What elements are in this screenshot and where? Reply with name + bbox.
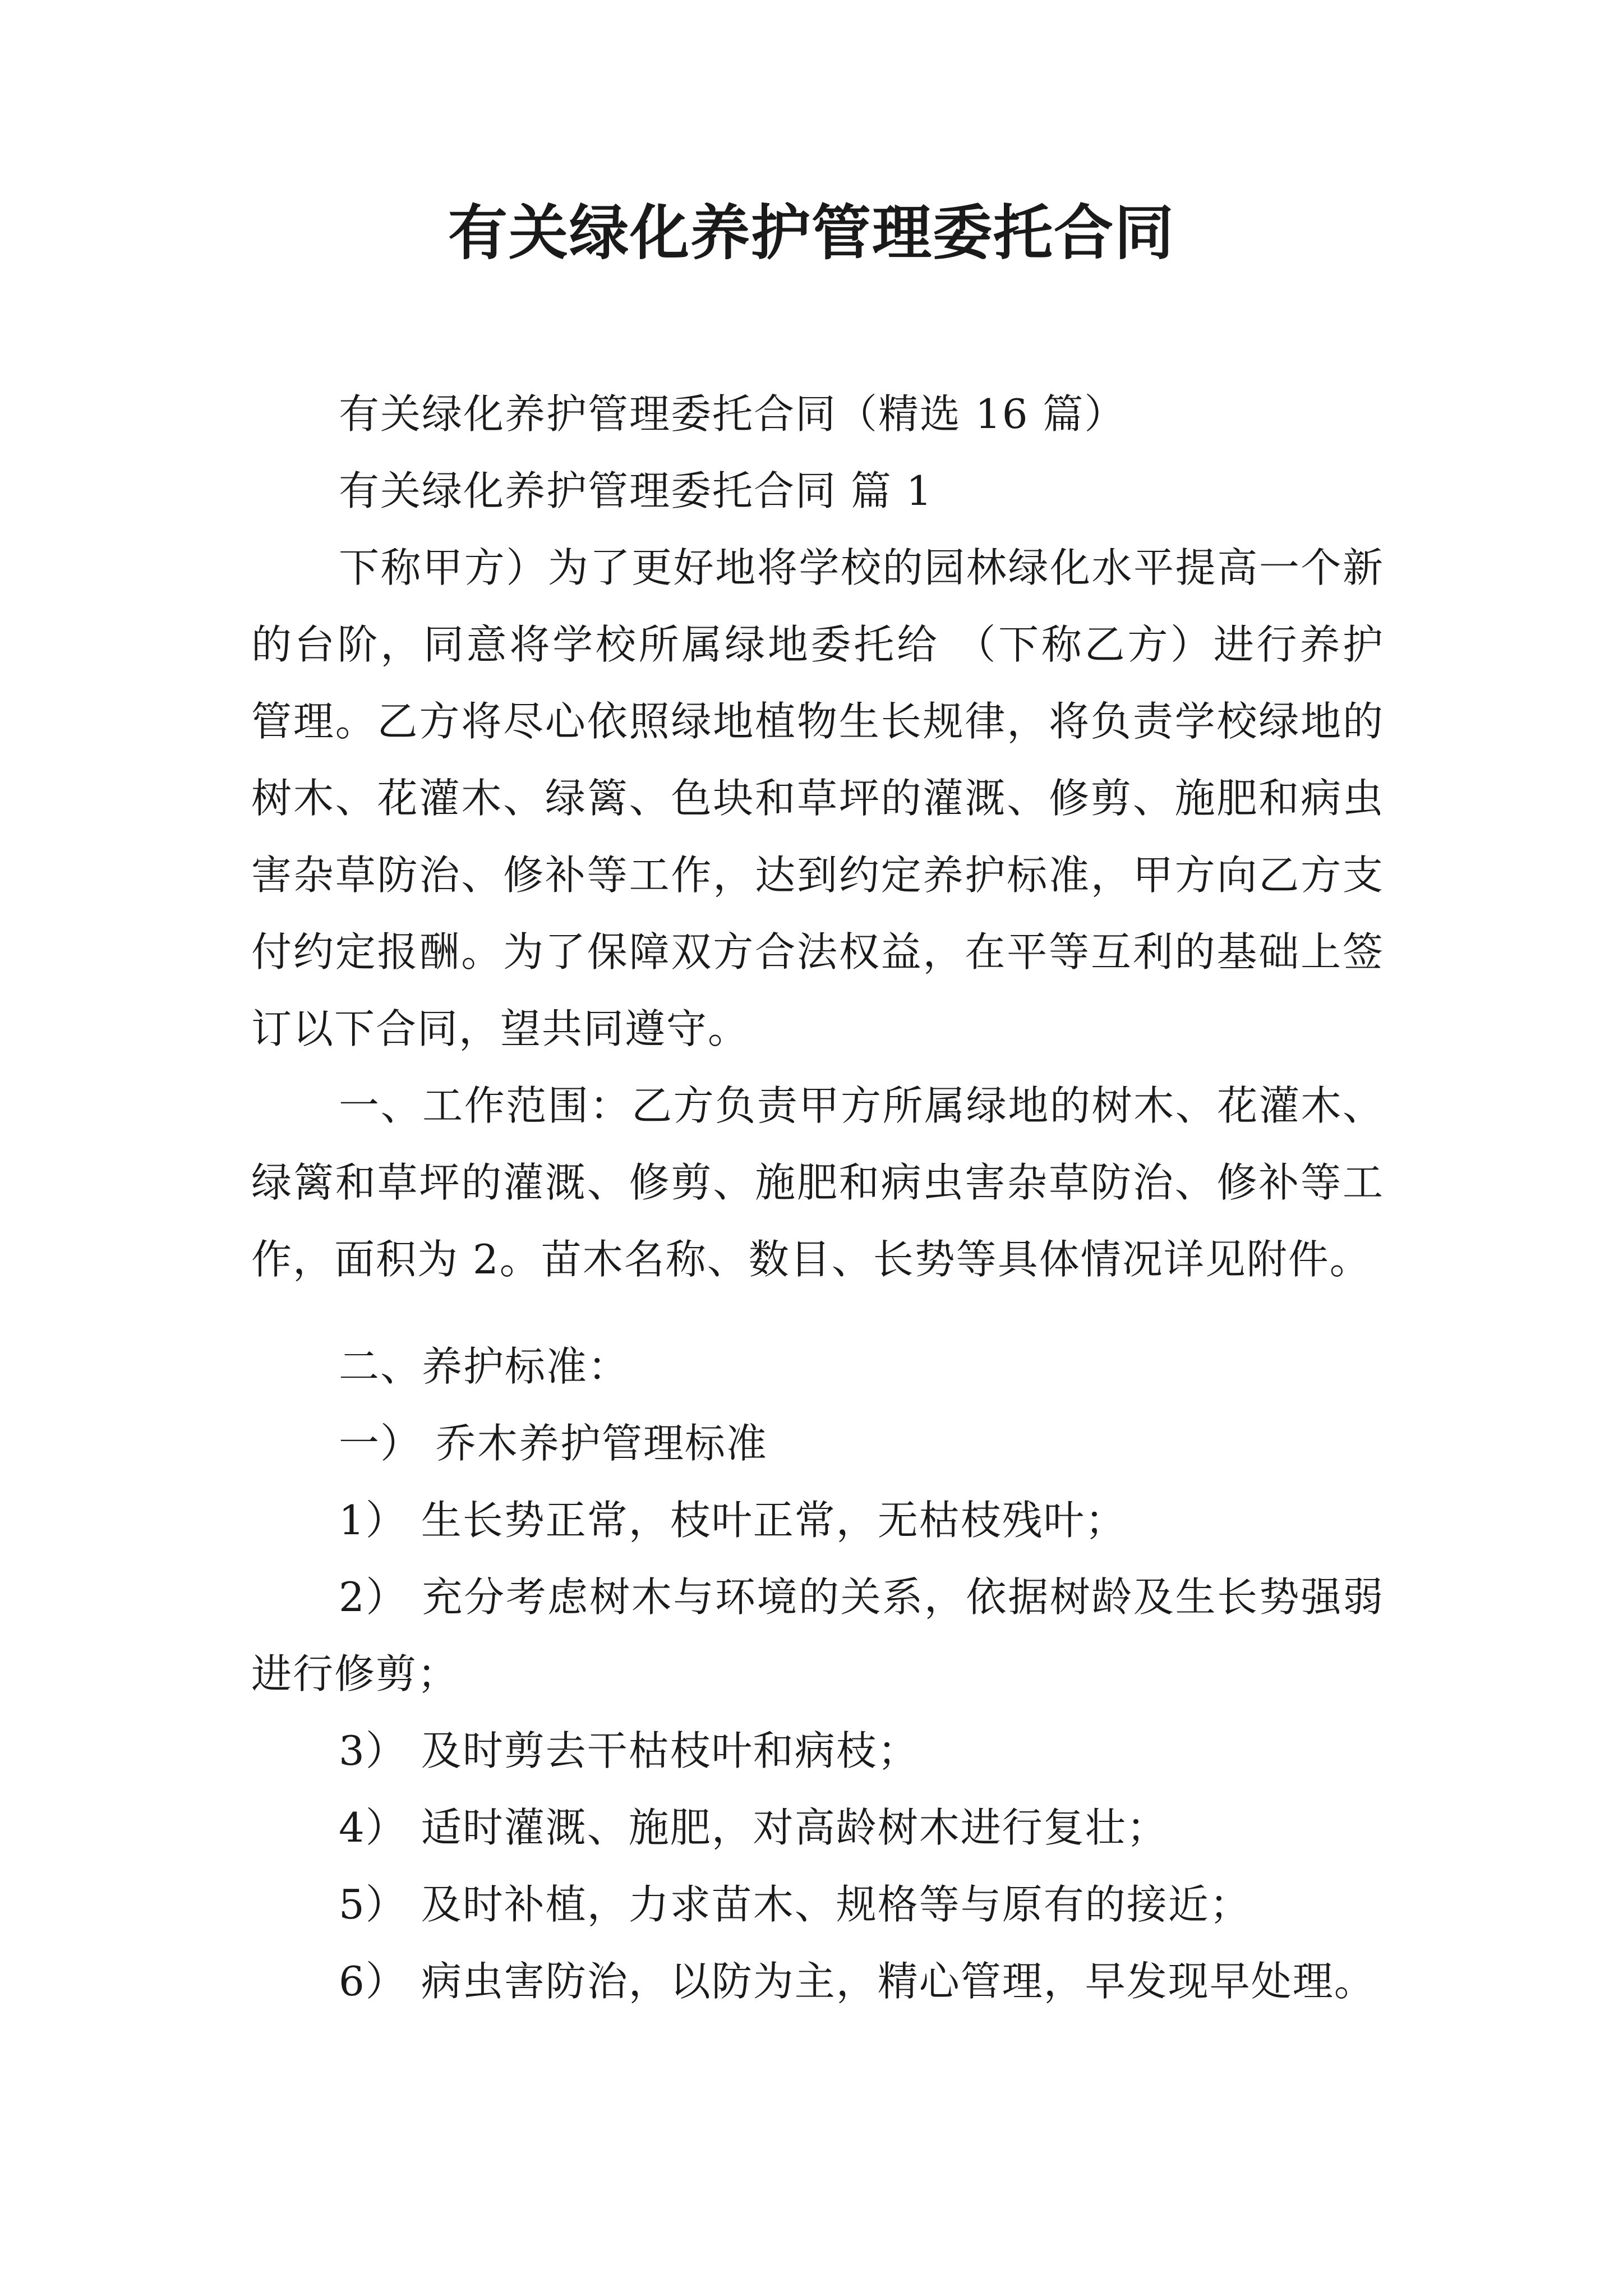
list-item: 4） 适时灌溉、施肥，对高龄树木进行复壮； xyxy=(339,1804,1168,1851)
list-item: 1） 生长势正常，枝叶正常，无枯枝残叶； xyxy=(339,1497,1127,1544)
clause-heading: 二、养护标准： xyxy=(339,1343,630,1390)
subtitle-paragraph: 有关绿化养护管理委托合同（精选 16 篇） xyxy=(339,390,1126,438)
list-item: 2） 充分考虑树木与环境的关系，依据树龄及生长势强弱进行修剪； xyxy=(251,1573,1384,1697)
list-item: 5） 及时补植，力求苗木、规格等与原有的接近； xyxy=(339,1881,1251,1928)
section-heading: 有关绿化养护管理委托合同 篇 1 xyxy=(339,467,933,514)
document-title: 有关绿化养护管理委托合同 xyxy=(448,197,1175,268)
list-item: 3） 及时剪去干枯枝叶和病枝； xyxy=(339,1727,919,1774)
body-paragraph: 一、工作范围：乙方负责甲方所属绿地的树木、花灌木、绿篱和草坪的灌溉、修剪、施肥和病虫害杂草防治、修补等工作，面积为 2。苗木名称、数目、长势等具体情况详见附件。 xyxy=(251,1082,1384,1283)
list-item: 6） 病虫害防治，以防为主，精心管理，早发现早处理。 xyxy=(339,1958,1376,2005)
sub-clause-heading: 一） 乔木养护管理标准 xyxy=(339,1420,768,1467)
document-body xyxy=(251,376,1384,2020)
body-paragraph: 下称甲方）为了更好地将学校的园林绿化水平提高一个新的台阶，同意将学校所属绿地委托给 （下称乙方）进行养护管理。乙方将尽心依照绿地植物生长规律，将负责学校绿地的树木、花灌木、绿篱、色块和草坪的灌溉、修剪、施肥和病虫害杂草防治、修补等工作，达到约定养护标准，甲方向乙方支付约定报酬。为了保障双方合法权益，在平等互利的基础上签订以下合同，望共同遵守。 xyxy=(251,544,1384,1052)
